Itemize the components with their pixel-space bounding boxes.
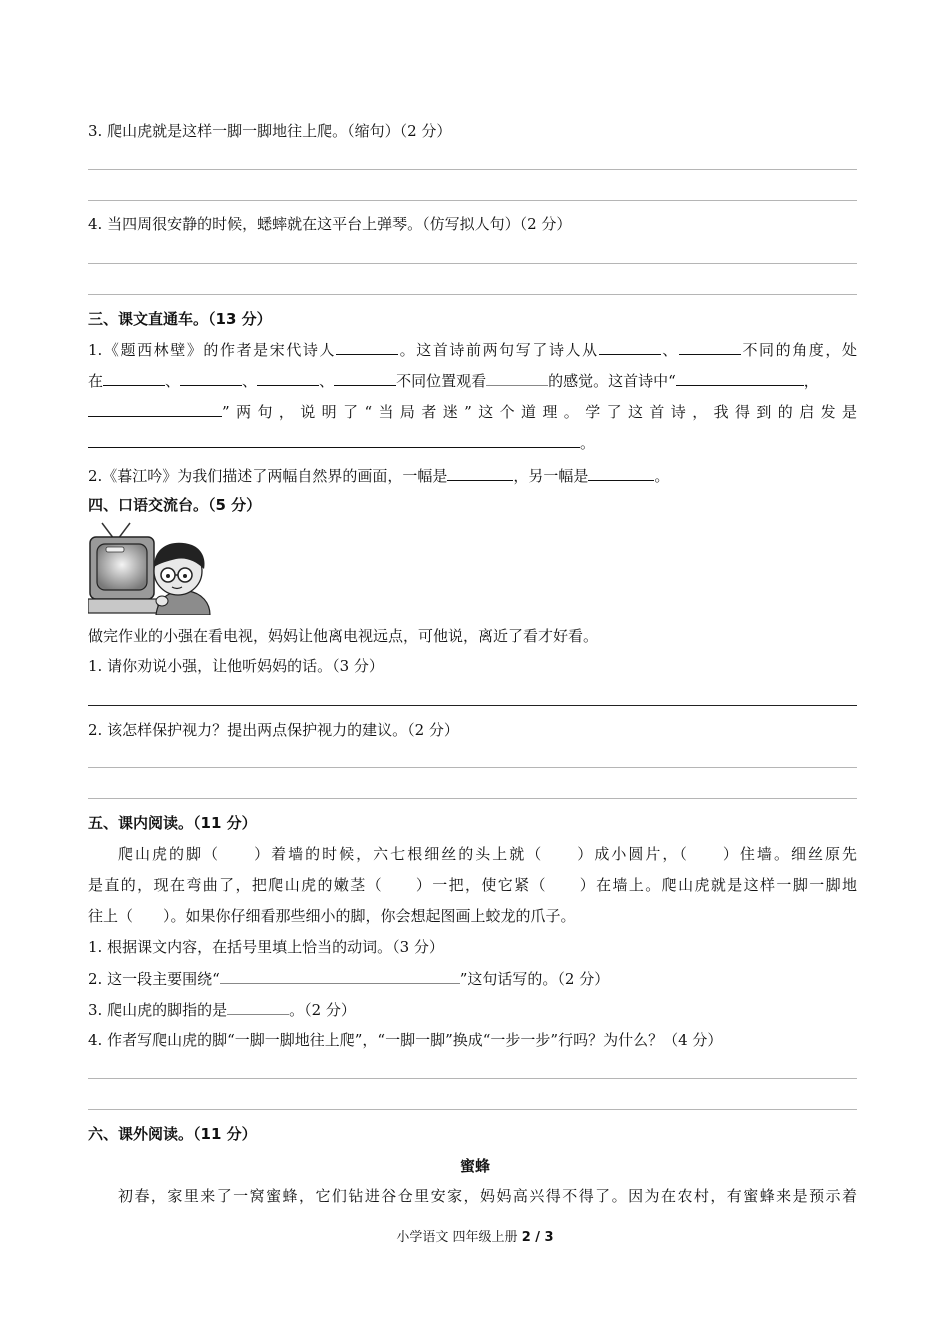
text: 、 <box>242 372 258 390</box>
section-3-q1-line4 <box>88 432 595 453</box>
section-5-title: 五、课内阅读。（11 分） <box>88 814 257 832</box>
fill-blank[interactable] <box>227 999 289 1015</box>
section-4-q1: 1. 请你劝说小强，让他听妈妈的话。（3 分） <box>88 657 384 675</box>
text: 在 <box>88 372 104 390</box>
fill-blank[interactable] <box>88 401 222 417</box>
answer-line[interactable] <box>88 767 857 768</box>
text: 、 <box>165 372 181 390</box>
section-3-q1-line3 <box>88 401 857 422</box>
section-3-title: 三、课文直通车。（13 分） <box>88 310 272 328</box>
section-4-q2: 2. 该怎样保护视力？提出两点保护视力的建议。（2 分） <box>88 721 459 739</box>
page-number: 2 / 3 <box>521 1230 554 1245</box>
section-5-q3 <box>88 999 356 1020</box>
answer-line[interactable] <box>88 200 857 201</box>
text: 、 <box>660 341 679 359</box>
text: 1.《题西林壁》的作者是宋代诗人 <box>88 341 337 359</box>
answer-line[interactable] <box>88 1078 857 1079</box>
fill-blank[interactable] <box>588 465 654 481</box>
text: ，另一幅是 <box>513 467 589 485</box>
section-5-q2 <box>88 968 609 989</box>
passage-line: 是直的，现在弯曲了，把爬山虎的嫩茎（ ）一把，使它紧（ ）在墙上。爬山虎就是这样一脚一脚地 <box>88 876 857 894</box>
question-2-4: 4. 当四周很安静的时候，蟋蟀就在这平台上弹琴。（仿写拟人句）（2 分） <box>88 215 572 233</box>
fill-blank[interactable] <box>599 339 661 355</box>
fill-blank[interactable] <box>679 339 741 355</box>
question-2-3: 3. 爬山虎就是这样一脚一脚地往上爬。（缩句）（2 分） <box>88 122 452 140</box>
text: ”两句，说明了“当局者迷”这个道理。学了这首诗，我得到的启发是 <box>222 403 857 421</box>
text: 不同的角度，处 <box>740 341 857 359</box>
passage-line: 爬山虎的脚（ ）着墙的时候，六七根细丝的头上就（ ）成小圆片，（ ）住墙。细丝原先 <box>118 845 857 863</box>
text: 3. 爬山虎的脚指的是 <box>88 1001 228 1019</box>
fill-blank[interactable] <box>447 465 513 481</box>
section-3-q1-line2 <box>88 370 819 391</box>
passage-line: 初春，家里来了一窝蜜蜂，它们钻进谷仓里安家，妈妈高兴得不得了。因为在农村，有蜜蜂来是预示着 <box>118 1187 857 1205</box>
passage-line: 往上（ ）。如果你仔细看那些细小的脚，你会想起图画上蛟龙的爪子。 <box>88 907 576 925</box>
fill-blank[interactable] <box>486 370 548 386</box>
section-5-q4: 4. 作者写爬山虎的脚“一脚一脚地往上爬”，“一脚一脚”换成“一步一步”行吗？为什么？（4 分） <box>88 1031 723 1049</box>
answer-line[interactable] <box>88 705 857 706</box>
fill-blank[interactable] <box>103 370 165 386</box>
section-3-q2 <box>88 465 669 486</box>
text: 。（2 分） <box>289 1001 356 1019</box>
essay-title: 蜜蜂 <box>459 1157 490 1175</box>
answer-line[interactable] <box>88 294 857 295</box>
answer-line[interactable] <box>88 169 857 170</box>
fill-blank[interactable] <box>220 968 460 984</box>
text: 、 <box>319 372 335 390</box>
text: 2.《暮江吟》为我们描述了两幅自然界的画面，一幅是 <box>88 467 448 485</box>
answer-line[interactable] <box>88 798 857 799</box>
text: 的感觉。这首诗中“ <box>548 372 676 390</box>
text: 。 <box>580 434 596 452</box>
answer-line[interactable] <box>88 263 857 264</box>
boy-watching-tv-illustration <box>88 521 212 615</box>
text: ， <box>803 372 819 390</box>
fill-blank[interactable] <box>88 432 580 448</box>
section-5-q1: 1. 根据课文内容，在括号里填上恰当的动词。（3 分） <box>88 938 444 956</box>
section-6-title: 六、课外阅读。（11 分） <box>88 1125 257 1143</box>
fill-blank[interactable] <box>334 370 396 386</box>
text: 。这首诗前两句写了诗人从 <box>398 341 599 359</box>
answer-line[interactable] <box>88 1109 857 1110</box>
fill-blank[interactable] <box>676 370 804 386</box>
text: 2. 这一段主要围绕“ <box>88 970 220 988</box>
fill-blank[interactable] <box>180 370 242 386</box>
section-4-title: 四、口语交流台。（5 分） <box>88 496 262 514</box>
text: 。 <box>654 467 670 485</box>
section-4-description: 做完作业的小强在看电视，妈妈让他离电视远点，可他说，离近了看才好看。 <box>88 627 599 645</box>
section-3-q1-line1 <box>88 339 857 360</box>
text: 不同位置观看 <box>396 372 487 390</box>
fill-blank[interactable] <box>257 370 319 386</box>
footer-text: 小学语文 四年级上册 <box>396 1230 518 1245</box>
page-footer <box>0 1226 950 1245</box>
fill-blank[interactable] <box>336 339 398 355</box>
text: ”这句话写的。（2 分） <box>459 970 610 988</box>
